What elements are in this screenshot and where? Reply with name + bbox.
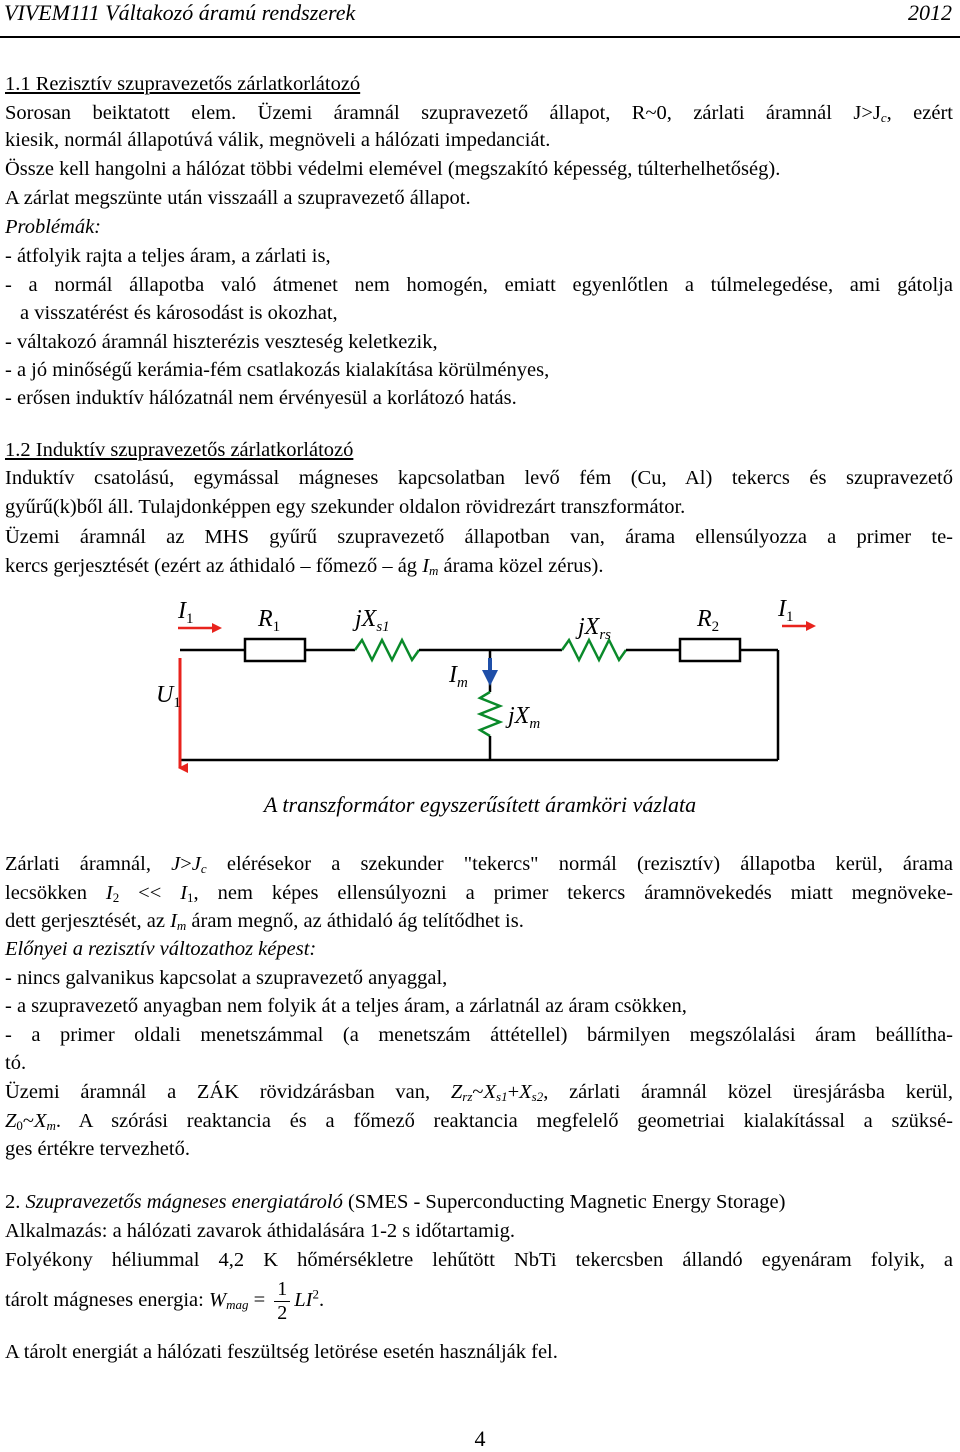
s12-line-2: gyűrű(k)ből áll. Tulajdonképpen egy szekunder oldalon rövidrezárt transzformátor. xyxy=(5,496,686,518)
page-number: 4 xyxy=(474,1426,486,1451)
imp-l1-plus: + xyxy=(507,1081,520,1103)
imp-l2-z: Z xyxy=(5,1110,17,1132)
formula-eq: = xyxy=(248,1289,271,1312)
advantage-item-2: - a szupravezető anyagban nem folyik át a teljes áram, a zárlatnál az áram csökken, xyxy=(5,995,687,1017)
fault-l1-jc-sub: c xyxy=(200,861,207,876)
imp-l1-x1-sub: s1 xyxy=(496,1089,508,1104)
s11-line-1-text: Sorosan beiktatott elem. Üzemi áramnál szupravezető állapot, R~0, zárlati áramnál J>J xyxy=(5,102,881,124)
inductor-jxm xyxy=(480,692,500,736)
fault-line-2 xyxy=(5,881,953,905)
fault-l2-i1: I xyxy=(180,882,188,904)
impedance-line-3: ges értékre tervezhető. xyxy=(5,1138,190,1160)
page-header xyxy=(0,0,960,42)
s12-line-4-end: árama közel zérus). xyxy=(438,555,604,577)
resistor-r1 xyxy=(245,639,305,661)
label-i1-right: $I_1$ xyxy=(778,596,794,625)
s11-line-4: A zárlat megszünte után visszaáll a szupravezető állapot. xyxy=(5,187,471,209)
fault-line-3 xyxy=(5,909,524,933)
fault-l1-jc: J xyxy=(191,853,201,875)
s11-line-2: kiesik, normál állapotúvá válik, megnöveli a hálózati impedanciát. xyxy=(5,129,551,151)
fault-l3-b: áram megnő, az áthidaló ág telítődhet is. xyxy=(186,910,524,932)
imp-l1-tilde: ~ xyxy=(472,1081,484,1103)
fault-l2-a: lecsökken xyxy=(5,882,106,904)
imp-l1-z: Z xyxy=(450,1081,463,1103)
inductor-jxrs xyxy=(562,640,626,660)
fault-l1-j: J xyxy=(171,853,181,875)
s12-line-1: Induktív csatolású, egymással mágneses kapcsolatban levő fém (Cu, Al) tekercs és szupravezető xyxy=(5,467,953,489)
label-jxs1: $jX_{s1}$ xyxy=(355,606,390,635)
problems-label: Problémák: xyxy=(5,216,102,238)
fault-l1-gt: > xyxy=(180,853,192,875)
fault-l1-a: Zárlati áramnál, xyxy=(5,853,172,875)
problem-item-2-cont: a visszatérést és károsodást is okozhat, xyxy=(20,302,338,324)
im-sub: m xyxy=(429,563,439,578)
fault-l2-b: , nem képes ellensúlyozni a primer tekercs áramnövekedés miatt megnöveke- xyxy=(193,882,954,904)
arrow-im-head xyxy=(482,670,498,686)
smes-title-rest: (SMES - Superconducting Magnetic Energy Storage) xyxy=(342,1191,786,1213)
s11-jc-sub: c xyxy=(880,110,887,125)
s12-line-4-text: kercs gerjesztését (ezért az áthidaló – főmező – ág xyxy=(5,555,423,577)
section-1-2-title: 1.2 Induktív szupravezetős zárlatkorlátozó xyxy=(5,439,354,461)
arrow-i1-right-head xyxy=(806,621,816,631)
problem-item-3: - váltakozó áramnál hiszterézis veszteség keletkezik, xyxy=(5,331,438,353)
s12-line-3: Üzemi áramnál az MHS gyűrű szupravezető állapotban van, árama ellensúlyozza a primer te- xyxy=(5,526,953,548)
smes-energy-text: tárolt mágneses energia: xyxy=(5,1289,209,1312)
label-r1: $R_1$ xyxy=(258,606,281,635)
arrow-i1-left-head xyxy=(212,623,222,633)
fraction-numerator: 1 xyxy=(274,1278,290,1302)
inductor-jxs1 xyxy=(355,640,419,660)
label-jxrs: $jX_{rs}$ xyxy=(578,614,612,643)
label-u1: $U_1$ xyxy=(156,682,181,711)
label-r2: $R_2$ xyxy=(697,606,720,635)
problem-item-5: - erősen induktív hálózatnál nem érvényesül a korlátozó hatás. xyxy=(5,387,517,409)
formula-fraction xyxy=(274,1278,290,1325)
advantage-item-3-cont: tó. xyxy=(5,1052,27,1074)
imp-l1-x2: X xyxy=(519,1081,532,1103)
impedance-line-1 xyxy=(5,1080,953,1104)
section-2-title xyxy=(5,1190,785,1214)
imp-l1-x2-sub: s2 xyxy=(531,1089,544,1104)
formula-end: . xyxy=(319,1289,325,1312)
fault-l3-a: dett gerjesztését, az xyxy=(5,910,171,932)
s12-line-4 xyxy=(5,554,603,578)
smes-energy-line xyxy=(5,1278,324,1325)
fault-l3-im-sub: m xyxy=(176,918,187,933)
fault-l1-b: elérésekor a szekunder "tekercs" normál (rezisztív) állapotba kerül, árama xyxy=(206,853,953,875)
circuit-caption: A transzformátor egyszerűsített áramköri vázlata xyxy=(263,792,697,817)
advantage-item-3: - a primer oldali menetszámmal (a menetszám áttétellel) bármilyen megszólalási áram beállítha- xyxy=(5,1024,953,1046)
imp-l1-b: , zárlati áramnál közel üresjárásba kerül, xyxy=(543,1081,953,1103)
course-title: VIVEM111 Váltakozó áramú rendszerek xyxy=(4,0,356,25)
smes-line-3: A tárolt energiát a hálózati feszültség letörése esetén használják fel. xyxy=(5,1341,558,1363)
imp-l2-z-sub: 0 xyxy=(16,1118,23,1133)
s11-line-3: Össze kell hangolni a hálózat többi védelmi elemével (megszakító képesség, túlterhelhetőség). xyxy=(5,158,781,180)
problem-item-1: - átfolyik rajta a teljes áram, a zárlati is, xyxy=(5,245,331,267)
fault-line-1 xyxy=(5,852,953,876)
problem-item-4: - a jó minőségű kerámia-fém csatlakozás kialakítása körülményes, xyxy=(5,359,550,381)
label-i1-left: $I_1$ xyxy=(178,598,194,627)
label-jxm: $jX_m$ xyxy=(508,703,541,732)
transformer-circuit-diagram xyxy=(0,590,960,780)
formula-w-sub: mag xyxy=(226,1297,249,1313)
fault-l2-lt: << xyxy=(119,882,181,904)
fraction-denominator: 2 xyxy=(277,1302,288,1324)
formula-w: W xyxy=(208,1289,227,1312)
advantages-label: Előnyei a rezisztív változathoz képest: xyxy=(5,938,317,960)
imp-l1-z-sub: rz xyxy=(462,1089,473,1104)
impedance-line-2 xyxy=(5,1109,953,1133)
smes-line-1: Folyékony héliummal 4,2 K hőmérsékletre lehűtött NbTi tekercsben állandó egyenáram folyik, a xyxy=(5,1249,953,1271)
imp-l1-x1: X xyxy=(483,1081,497,1103)
smes-title-num: 2. xyxy=(5,1191,26,1213)
formula-li: LI xyxy=(294,1289,313,1312)
fault-l2-i2: I xyxy=(105,882,113,904)
smes-title-main: Szupravezetős mágneses energiatároló xyxy=(25,1191,343,1213)
imp-l2-x-sub: m xyxy=(46,1118,56,1133)
im-symbol: I xyxy=(422,555,430,577)
fault-l2-i2-sub: 2 xyxy=(112,890,120,905)
smes-application: Alkalmazás: a hálózati zavarok áthidalására 1-2 s időtartamig. xyxy=(5,1220,516,1242)
header-year: 2012 xyxy=(908,0,952,25)
advantage-item-1: - nincs galvanikus kapcsolat a szupravezető anyaggal, xyxy=(5,967,448,989)
imp-l1-a: Üzemi áramnál a ZÁK rövidzárásban van, xyxy=(5,1081,451,1103)
fault-l3-im: I xyxy=(170,910,177,932)
imp-l2-b: . A szórási reaktancia és a főmező reaktancia megfelelő geometriai kialakítással a szüksé- xyxy=(55,1110,953,1132)
fault-l2-i1-sub: 1 xyxy=(187,890,194,905)
resistor-r2 xyxy=(680,639,740,661)
header-rule xyxy=(0,36,960,38)
s11-line-1 xyxy=(5,101,953,125)
s11-line-1-end: , ezért xyxy=(886,102,953,124)
imp-l2-tilde: ~ xyxy=(22,1110,34,1132)
label-im: $I_m$ xyxy=(449,662,468,691)
section-1-1-title: 1.1 Rezisztív szupravezetős zárlatkorlátozó xyxy=(5,73,361,95)
imp-l2-x: X xyxy=(34,1110,47,1132)
problem-item-2: - a normál állapotba való átmenet nem homogén, emiatt egyenlőtlen a túlmelegedése, ami gátolja xyxy=(5,274,953,296)
formula-exp: 2 xyxy=(312,1286,319,1302)
